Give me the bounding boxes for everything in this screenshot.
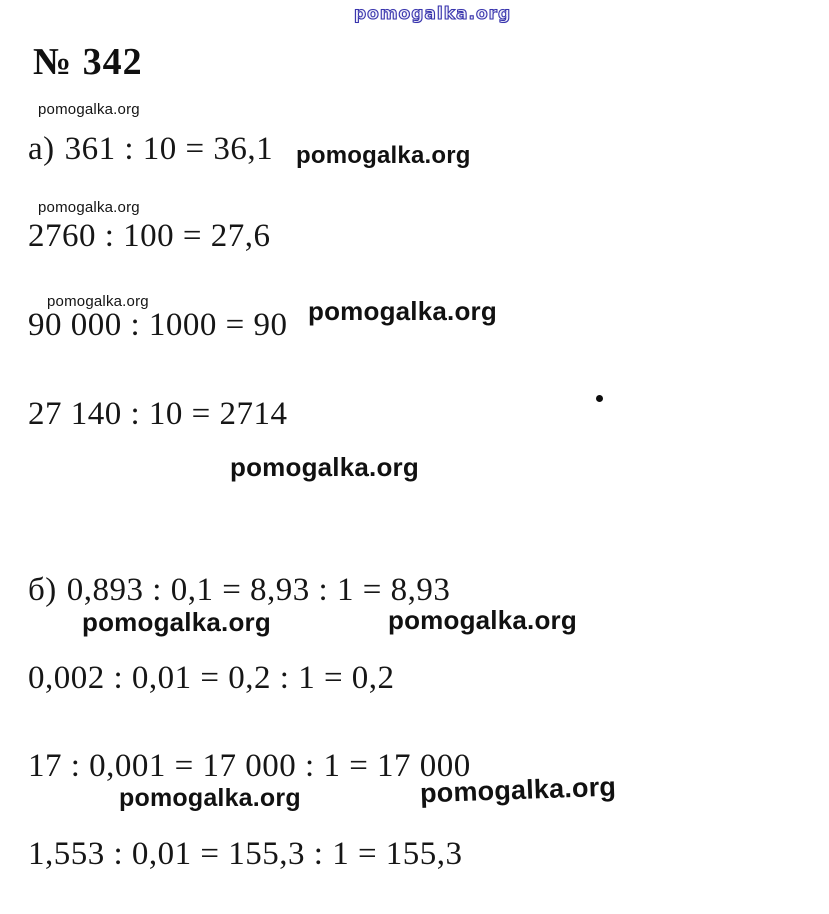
watermark-small: pomogalka.org xyxy=(38,101,140,118)
equation-a1: 361 : 10 = 36,1 xyxy=(64,131,274,167)
equation-line xyxy=(28,131,273,168)
equation-a3: 90 000 : 1000 = 90 xyxy=(28,307,288,343)
watermark: pomogalka.org xyxy=(119,784,301,812)
equation-line xyxy=(28,572,450,609)
ink-dot xyxy=(596,395,603,402)
section-label-b: б) xyxy=(28,572,57,608)
section-label-a: а) xyxy=(28,131,55,167)
watermark-small: pomogalka.org xyxy=(38,199,140,216)
watermark: pomogalka.org xyxy=(388,605,577,635)
site-watermark-top: pomogalka.org xyxy=(354,4,512,24)
equation-b4: 1,553 : 0,01 = 155,3 : 1 = 155,3 xyxy=(28,836,463,872)
equation-a4: 27 140 : 10 = 2714 xyxy=(28,396,288,432)
watermark: pomogalka.org xyxy=(82,607,271,637)
equation-b1: 0,893 : 0,1 = 8,93 : 1 = 8,93 xyxy=(66,572,451,608)
watermark-inline: pomogalka.org xyxy=(308,296,497,326)
watermark-inline: pomogalka.org xyxy=(296,142,471,169)
problem-number: № 342 xyxy=(33,41,143,83)
equation-a2: 2760 : 100 = 27,6 xyxy=(28,218,271,254)
watermark-center: pomogalka.org xyxy=(230,452,419,482)
equation-b2: 0,002 : 0,01 = 0,2 : 1 = 0,2 xyxy=(28,660,395,696)
watermark: pomogalka.org xyxy=(419,771,617,809)
watermark-small: pomogalka.org xyxy=(47,293,149,310)
equation-b3: 17 : 0,001 = 17 000 : 1 = 17 000 xyxy=(28,748,471,784)
